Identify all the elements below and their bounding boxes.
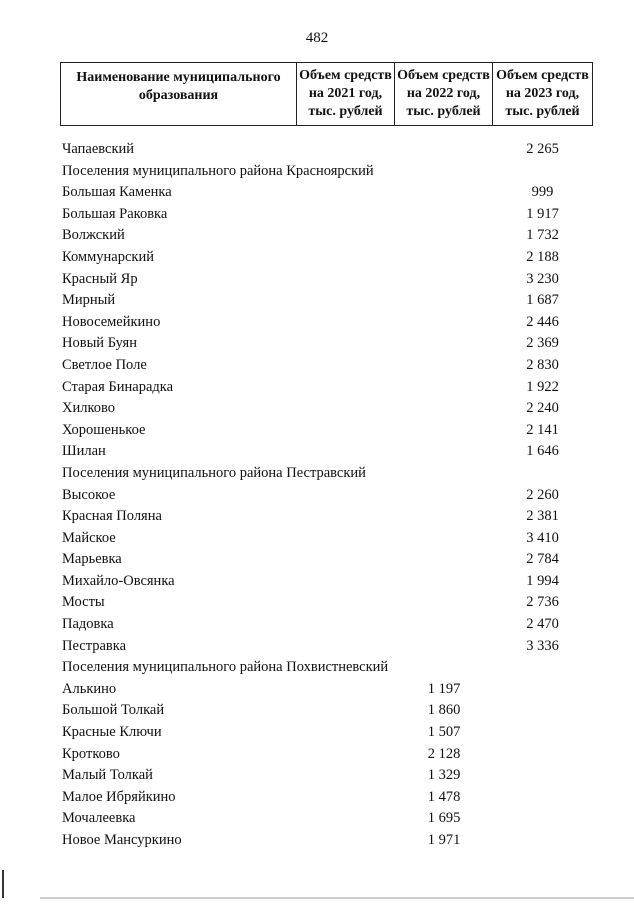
table-row — [0, 485, 634, 507]
row-name: Новосемейкино — [62, 313, 161, 330]
scan-edge-mark — [2, 870, 4, 898]
column-header-2022: Объем средств на 2022 год, тыс. рублей — [395, 63, 493, 126]
value-2023: 1 994 — [526, 572, 559, 589]
column-header-name: Наименование муниципального образования — [61, 63, 297, 126]
value-2021: 1 507 — [427, 724, 461, 741]
value-2023: 2 830 — [526, 356, 559, 373]
table-row — [0, 204, 634, 226]
row-name: Хилково — [62, 400, 116, 417]
table-row — [0, 463, 634, 485]
table-row — [0, 355, 634, 377]
row-name: Новый Буян — [62, 335, 137, 352]
value-2023: 999 — [531, 184, 554, 201]
table-row — [0, 808, 634, 830]
table-row — [0, 377, 634, 399]
table-row — [0, 247, 634, 269]
row-name: Падовка — [62, 616, 114, 633]
table-body — [0, 139, 634, 852]
row-name: Пестравка — [62, 637, 127, 654]
value-2023: 2 369 — [526, 335, 559, 352]
row-name: Большой Толкай — [62, 702, 165, 719]
column-header-2021: Объем средств на 2021 год, тыс. рублей — [297, 63, 395, 126]
value-2023: 2 240 — [526, 400, 559, 417]
table-row — [0, 441, 634, 463]
row-name: Волжский — [62, 227, 125, 244]
table-row — [0, 398, 634, 420]
table-row — [0, 765, 634, 787]
table-row — [0, 636, 634, 658]
table-row — [0, 528, 634, 550]
value-2023: 1 732 — [526, 227, 559, 244]
value-2023: 1 687 — [526, 292, 559, 309]
value-2023: 2 470 — [526, 616, 559, 633]
table-row — [0, 700, 634, 722]
value-2023: 1 646 — [526, 443, 559, 460]
value-2023: 3 336 — [526, 637, 559, 654]
value-2023: 2 260 — [526, 486, 559, 503]
table-row — [0, 312, 634, 334]
row-name: Большая Раковка — [62, 205, 168, 222]
scan-edge-divider — [40, 897, 634, 899]
value-2023: 2 736 — [526, 594, 559, 611]
row-name: Хорошенькое — [62, 421, 146, 438]
table-row — [0, 787, 634, 809]
table-header — [60, 62, 593, 126]
row-name: Красные Ключи — [62, 724, 162, 741]
row-name: Марьевка — [62, 551, 122, 568]
row-name: Поселения муниципального района Красноярский — [62, 162, 374, 179]
table-row — [0, 269, 634, 291]
value-2023: 2 141 — [526, 421, 559, 438]
table-row — [0, 139, 634, 161]
table-row — [0, 614, 634, 636]
table-row — [0, 225, 634, 247]
value-2021: 1 860 — [427, 702, 461, 719]
row-name: Красная Поляна — [62, 508, 162, 525]
value-2023: 2 784 — [526, 551, 559, 568]
value-2023: 2 265 — [526, 141, 559, 157]
value-2023: 2 446 — [526, 313, 559, 330]
value-2021: 2 128 — [427, 745, 461, 762]
value-2023: 1 917 — [526, 205, 559, 222]
table-row — [0, 830, 634, 852]
value-2021: 1 329 — [427, 767, 461, 784]
value-2023: 3 230 — [526, 270, 559, 287]
row-name: Поселения муниципального района Похвистневский — [62, 659, 389, 676]
table-row — [0, 549, 634, 571]
table-row — [0, 290, 634, 312]
row-name: Старая Бинарадка — [62, 378, 174, 395]
column-header-2023: Объем средств на 2023 год, тыс. рублей — [493, 63, 593, 126]
table-row — [0, 722, 634, 744]
row-name: Высокое — [62, 486, 116, 503]
table-row — [0, 744, 634, 766]
row-name: Новое Мансуркино — [62, 832, 182, 848]
row-name: Михайло-Овсянка — [62, 572, 175, 589]
table-row — [0, 420, 634, 442]
row-name: Малое Ибряйкино — [62, 788, 176, 805]
page-number: 482 — [305, 30, 329, 46]
value-2023: 1 922 — [526, 378, 559, 395]
table-row — [0, 679, 634, 701]
value-2021: 1 971 — [427, 832, 461, 848]
row-name: Поселения муниципального района Пестравский — [62, 464, 366, 481]
value-2023: 2 188 — [526, 248, 559, 265]
table-row — [0, 592, 634, 614]
row-name: Кротково — [62, 745, 120, 762]
row-name: Мочалеевка — [62, 810, 136, 827]
row-name: Коммунарский — [62, 248, 154, 265]
table-row — [0, 506, 634, 528]
row-name: Алькино — [62, 680, 117, 697]
row-name: Малый Толкай — [62, 767, 153, 784]
row-name: Чапаевский — [62, 141, 135, 157]
row-name: Шилан — [62, 443, 106, 460]
row-name: Красный Яр — [62, 270, 138, 287]
row-name: Большая Каменка — [62, 184, 172, 201]
table-row — [0, 182, 634, 204]
value-2023: 3 410 — [526, 529, 559, 546]
row-name: Майское — [62, 529, 116, 546]
value-2021: 1 695 — [427, 810, 461, 827]
table-row — [0, 657, 634, 679]
row-name: Мосты — [62, 594, 105, 611]
row-name: Светлое Поле — [62, 356, 147, 373]
table-row — [0, 161, 634, 183]
row-name: Мирный — [62, 292, 116, 309]
value-2023: 2 381 — [526, 508, 559, 525]
value-2021: 1 478 — [427, 788, 461, 805]
table-row — [0, 333, 634, 355]
table-row — [0, 571, 634, 593]
value-2021: 1 197 — [427, 680, 461, 697]
